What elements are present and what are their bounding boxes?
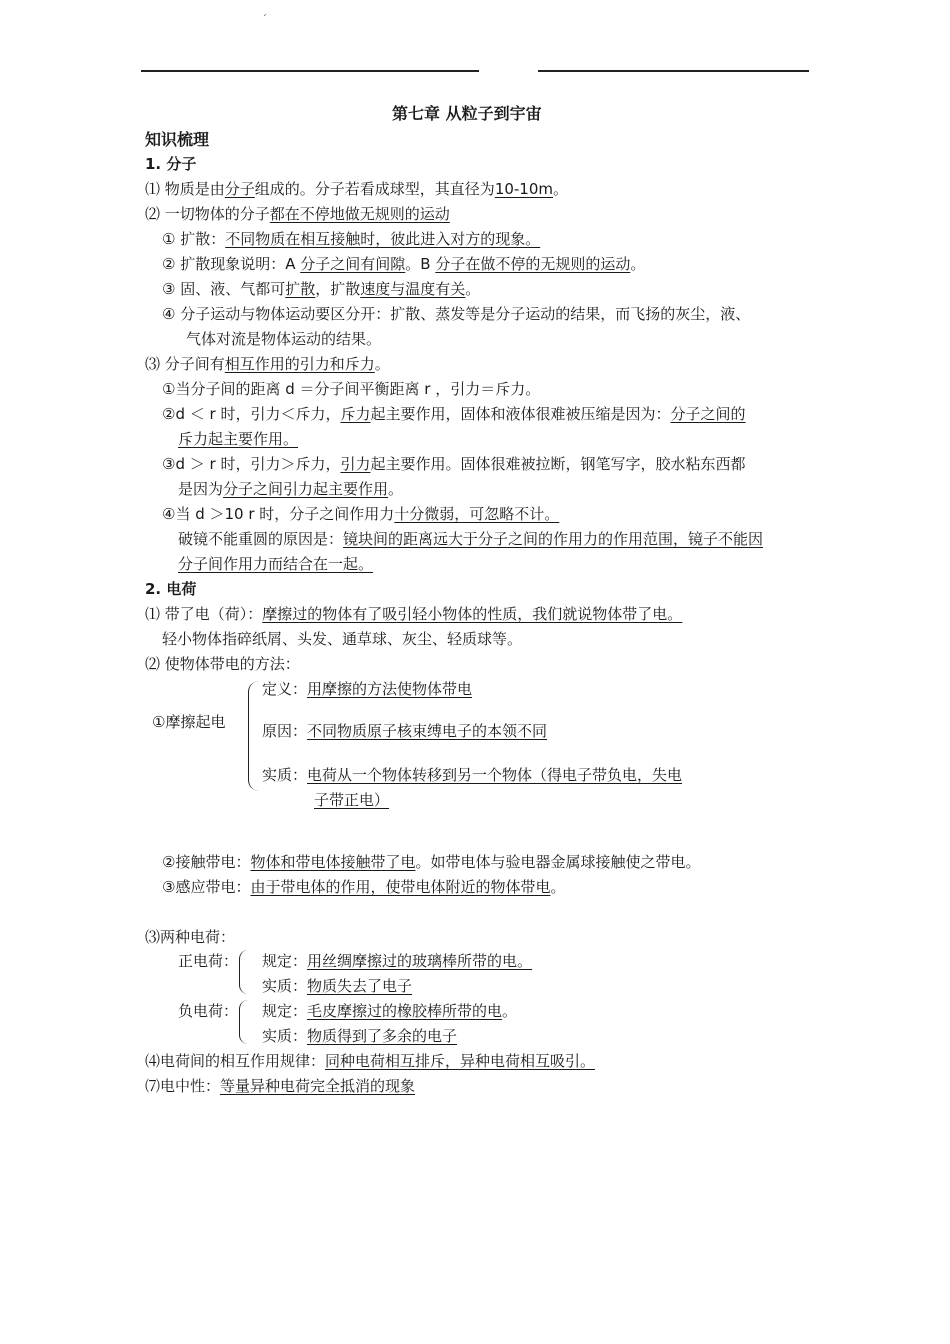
header-rule-right: [538, 70, 809, 72]
friction-essence-line1: 实质：电荷从一个物体转移到另一个物体（得电子带负电，失电: [262, 766, 683, 784]
heading-charge: 2. 电荷: [145, 580, 197, 598]
charged-def: ⑴ 带了电（荷）：摩擦过的物体有了吸引轻小物体的性质，我们就说物体带了电。: [145, 605, 683, 623]
heading-molecules: 1. 分子: [145, 155, 197, 173]
friction-cause: 原因：不同物质原子核束缚电子的本领不同: [262, 722, 548, 740]
motion-distinction-line2: 气体对流是物体运动的结果。: [186, 330, 382, 348]
molecule-p3: ⑶ 分子间有相互作用的引力和斥力。: [145, 355, 390, 373]
molecule-p1: ⑴ 物质是由分子组成的。分子若看成球型，其直径为10-10m。: [145, 180, 569, 198]
force-repulsion-line1: ②d ＜ r 时，引力＜斥力，斥力起主要作用，固体和液体很难被压缩是因为：分子之间的: [162, 405, 746, 423]
contact-charging: ②接触带电：物体和带电体接触带了电。如带电体与验电器金属球接触使之带电。: [162, 853, 701, 871]
interaction-rule: ⑷电荷间的相互作用规律：同种电荷相互排斥，异种电荷相互吸引。: [145, 1052, 596, 1070]
molecule-p2: ⑵ 一切物体的分子都在不停地做无规则的运动: [145, 205, 450, 223]
header-mark: ˊ: [262, 14, 267, 25]
broken-mirror-line2: 分子间作用力而结合在一起。: [178, 555, 374, 573]
diffusion-explain: ② 扩散现象说明：A 分子之间有间隙。B 分子在做不停的无规则的运动。: [162, 255, 646, 273]
force-attraction-line2: 是因为分子之间引力起主要作用。: [178, 480, 404, 498]
positive-label: 正电荷：: [178, 952, 239, 970]
friction-brace: [248, 681, 259, 791]
induction-charging: ③感应带电：由于带电体的作用，使带电体附近的物体带电。: [162, 878, 566, 896]
positive-brace: [239, 950, 248, 994]
force-attraction-line1: ③d ＞ r 时，引力＞斥力，引力起主要作用。固体很难被拉断，钢笔写字，胶水粘东西都: [162, 455, 746, 473]
positive-essence: 实质：物质失去了电子: [262, 977, 413, 995]
negative-essence: 实质：物质得到了多余的电子: [262, 1027, 458, 1045]
broken-mirror-line1: 破镜不能重圆的原因是：镜块间的距离远大于分子之间的作用力的作用范围，镜子不能因: [178, 530, 764, 548]
negative-rule: 规定：毛皮摩擦过的橡胶棒所带的电。: [262, 1002, 518, 1020]
friction-definition: 定义：用摩擦的方法使物体带电: [262, 680, 473, 698]
friction-essence-line2: 子带正电）: [314, 791, 390, 809]
force-equal: ①当分子间的距离 d ＝分子间平衡距离 r ，引力＝斥力。: [162, 380, 541, 398]
diffusion-def: ① 扩散：不同物质在相互接触时，彼此进入对方的现象。: [162, 230, 541, 248]
two-charges-heading: ⑶两种电荷：: [145, 928, 236, 946]
negative-brace: [239, 1000, 248, 1044]
section-title: 知识梳理: [145, 130, 210, 149]
motion-distinction-line1: ④ 分子运动与物体运动要区分开：扩散、蒸发等是分子运动的结果，而飞扬的灰尘，液、: [162, 305, 751, 323]
positive-rule: 规定：用丝绸摩擦过的玻璃棒所带的电。: [262, 952, 533, 970]
force-weak: ④当 d ＞10 r 时，分子之间作用力十分微弱，可忽略不计。: [162, 505, 560, 523]
diffusion-states: ③ 固、液、气都可扩散，扩散速度与温度有关。: [162, 280, 481, 298]
force-repulsion-line2: 斥力起主要作用。: [178, 430, 299, 448]
electric-neutrality: ⑺电中性：等量异种电荷完全抵消的现象: [145, 1077, 416, 1095]
page-title: 第七章 从粒子到宇宙: [392, 104, 542, 123]
friction-label: ①摩擦起电: [152, 713, 226, 731]
header-rule-left: [141, 70, 479, 72]
light-objects: 轻小物体指碎纸屑、头发、通草球、灰尘、轻质球等。: [162, 630, 523, 648]
negative-label: 负电荷：: [178, 1002, 239, 1020]
charging-methods-heading: ⑵ 使物体带电的方法：: [145, 655, 300, 673]
